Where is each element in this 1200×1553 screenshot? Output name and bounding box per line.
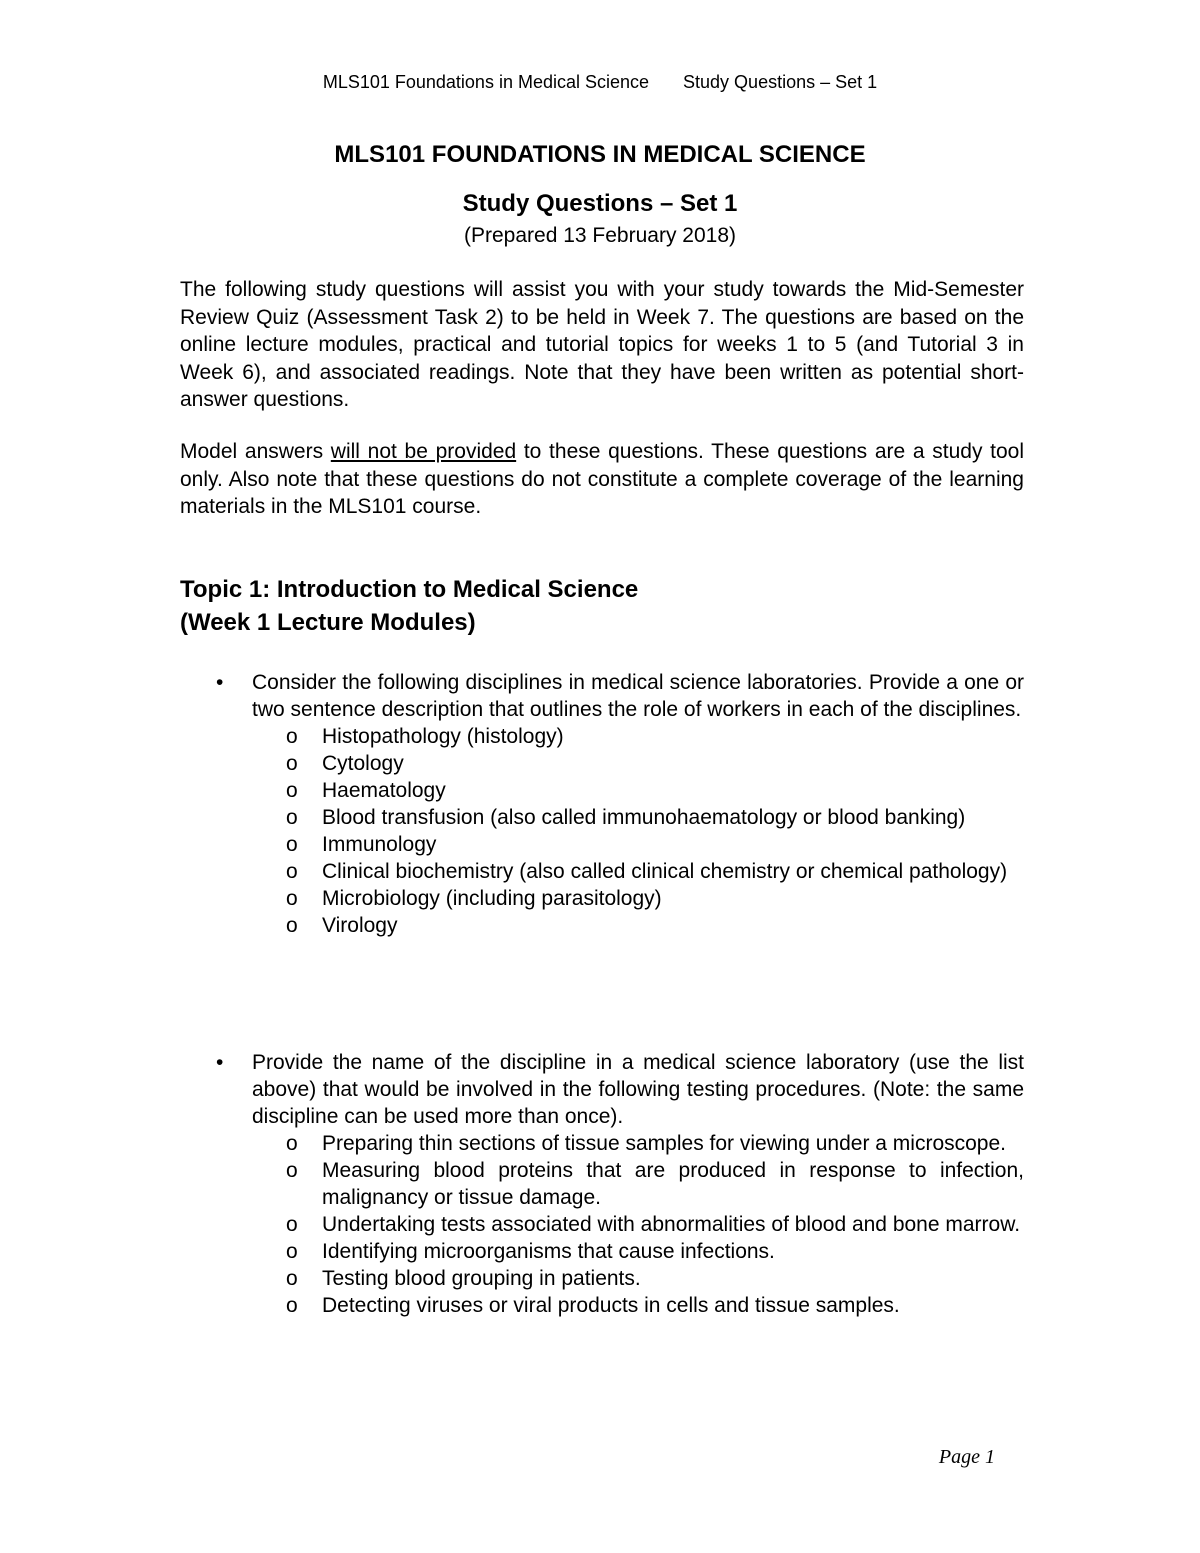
document-subtitle: Study Questions – Set 1 (462, 190, 738, 217)
sub-bullet-icon: o (286, 1294, 298, 1317)
list-item (180, 1211, 1024, 1238)
list-item-text: Virology (322, 914, 398, 937)
discipline-list (180, 723, 1024, 939)
sub-bullet-icon: o (286, 887, 298, 910)
list-item (180, 1130, 1024, 1157)
list-item-text: Undertaking tests associated with abnormalities of blood and bone marrow. (322, 1213, 1021, 1236)
intro-paragraph-2 (180, 438, 1024, 521)
running-header (0, 72, 1200, 93)
list-item-text: Microbiology (including parasitology) (322, 887, 662, 910)
list-item-text: Testing blood grouping in patients. (322, 1267, 641, 1290)
list-item (180, 723, 1024, 750)
sub-bullet-icon: o (286, 833, 298, 856)
list-item (180, 1238, 1024, 1265)
list-item (180, 804, 1024, 831)
sub-bullet-icon: o (286, 806, 298, 829)
sub-bullet-icon: o (286, 1213, 298, 1236)
list-item-text: Identifying microorganisms that cause infections. (322, 1240, 775, 1263)
list-item (180, 750, 1024, 777)
list-item-text: Measuring blood proteins that are produced in response to infection, malignancy or tissue damage. (322, 1159, 1024, 1209)
list-item-text: Preparing thin sections of tissue samples for viewing under a microscope. (322, 1132, 1006, 1155)
question-1 (180, 669, 1024, 939)
topic-title: Topic 1: Introduction to Medical Science (180, 576, 639, 603)
list-item-text: Clinical biochemistry (also called clinical chemistry or chemical pathology) (322, 860, 1008, 883)
list-item-text: Haematology (322, 779, 446, 802)
list-item-text: Blood transfusion (also called immunohaematology or blood banking) (322, 806, 966, 829)
header-course: MLS101 Foundations in Medical Science (322, 72, 650, 92)
intro-paragraph-1: The following study questions will assist you with your study towards the Mid-Semester Review Quiz (Assessment Task 2) to be held in Week 7. The questions are based on the online lecture modules, practical and tutorial topics for weeks 1 to 5 (and Tutorial 3 in Week 6), and associated readings. Note that they have been written as potential short-answer questions. (180, 278, 1024, 411)
header-doc: Study Questions – Set 1 (683, 72, 878, 92)
bullet-icon: • (216, 671, 224, 694)
list-item-text: Histopathology (histology) (322, 725, 564, 748)
sub-bullet-icon: o (286, 914, 298, 937)
document-title: MLS101 FOUNDATIONS IN MEDICAL SCIENCE (334, 141, 866, 168)
list-item (180, 831, 1024, 858)
list-item (180, 885, 1024, 912)
list-item (180, 1292, 1024, 1319)
list-item-text: Cytology (322, 752, 404, 775)
sub-bullet-icon: o (286, 1132, 298, 1155)
topic-subtitle: (Week 1 Lecture Modules) (180, 609, 476, 636)
list-item (180, 858, 1024, 885)
page-number: Page 1 (938, 1446, 995, 1468)
bullet-icon: • (216, 1051, 224, 1074)
sub-bullet-icon: o (286, 752, 298, 775)
question-1-text: Consider the following disciplines in medical science laboratories. Provide a one or two sentence description that outlines the role of workers in each of the disciplines. (252, 671, 1024, 721)
sub-bullet-icon: o (286, 1267, 298, 1290)
question-2 (180, 1049, 1024, 1319)
question-2-text-row (180, 1049, 1024, 1130)
sub-bullet-icon: o (286, 1240, 298, 1263)
question-2-text: Provide the name of the discipline in a medical science laboratory (use the list above) that would be involved in the following testing procedures. (Note: the same discipline can be used more than once). (252, 1051, 1024, 1128)
intro-p2-start: Model answers (180, 440, 331, 463)
question-1-text-row (180, 669, 1024, 723)
procedure-list (180, 1130, 1024, 1319)
prepared-date: (Prepared 13 February 2018) (464, 224, 736, 247)
sub-bullet-icon: o (286, 1159, 298, 1182)
sub-bullet-icon: o (286, 779, 298, 802)
intro-p2-underlined: will not be provided (330, 440, 517, 463)
sub-bullet-icon: o (286, 860, 298, 883)
list-item (180, 1265, 1024, 1292)
topic-heading (180, 573, 638, 639)
list-item (180, 777, 1024, 804)
list-item (180, 912, 1024, 939)
list-item-text: Immunology (322, 833, 437, 856)
list-item (180, 1157, 1024, 1211)
intro-p2-end: to these questions. These questions are a study tool only. Also note that these questions do not constitute a complete coverage of the learning materials in the MLS101 course. (180, 440, 1025, 518)
list-item-text: Detecting viruses or viral products in cells and tissue samples. (322, 1294, 900, 1317)
sub-bullet-icon: o (286, 725, 298, 748)
